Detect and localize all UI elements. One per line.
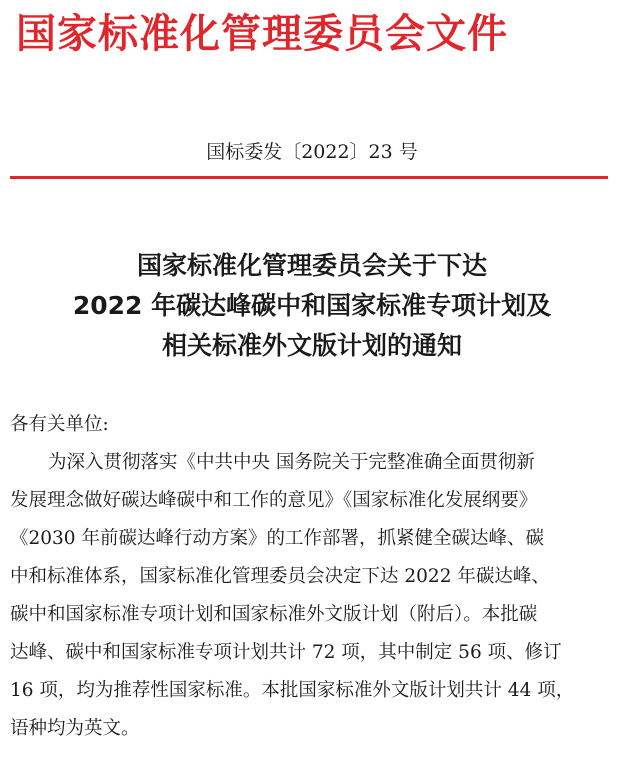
notice-title-line: 国家标准化管理委员会关于下达 — [136, 251, 487, 280]
notice-title — [0, 246, 624, 366]
issuer-header: 国家标准化管理委员会文件 — [16, 11, 508, 57]
body-line: 为深入贯彻落实《中共中央 国务院关于完整准确全面贯彻新 — [48, 452, 535, 473]
salutation: 各有关单位: — [10, 414, 109, 435]
red-divider-line — [10, 176, 608, 179]
body-line: 16 项，均为推荐性国家标准。本批国家标准外文版计划共计 44 项， — [10, 680, 575, 701]
body-line: 语种均为英文。 — [10, 718, 140, 739]
notice-title-line: 2022 年碳达峰碳中和国家标准专项计划及 — [72, 291, 552, 320]
body-line: 碳中和国家标准专项计划和国家标准外文版计划（附后）。本批碳 — [10, 604, 538, 625]
body-line: 《2030 年前碳达峰行动方案》的工作部署，抓紧健全碳达峰、碳 — [10, 528, 544, 549]
document-number: 国标委发〔2022〕23 号 — [206, 141, 418, 163]
notice-title-line: 相关标准外文版计划的通知 — [161, 331, 462, 360]
body-line: 发展理念做好碳达峰碳中和工作的意见》《国家标准化发展纲要》 — [10, 490, 538, 511]
body-line: 达峰、碳中和国家标准专项计划共计 72 项，其中制定 56 项、修订 — [10, 642, 562, 663]
document-body — [10, 410, 614, 748]
body-line: 中和标准体系，国家标准化管理委员会决定下达 2022 年碳达峰、 — [10, 566, 550, 587]
